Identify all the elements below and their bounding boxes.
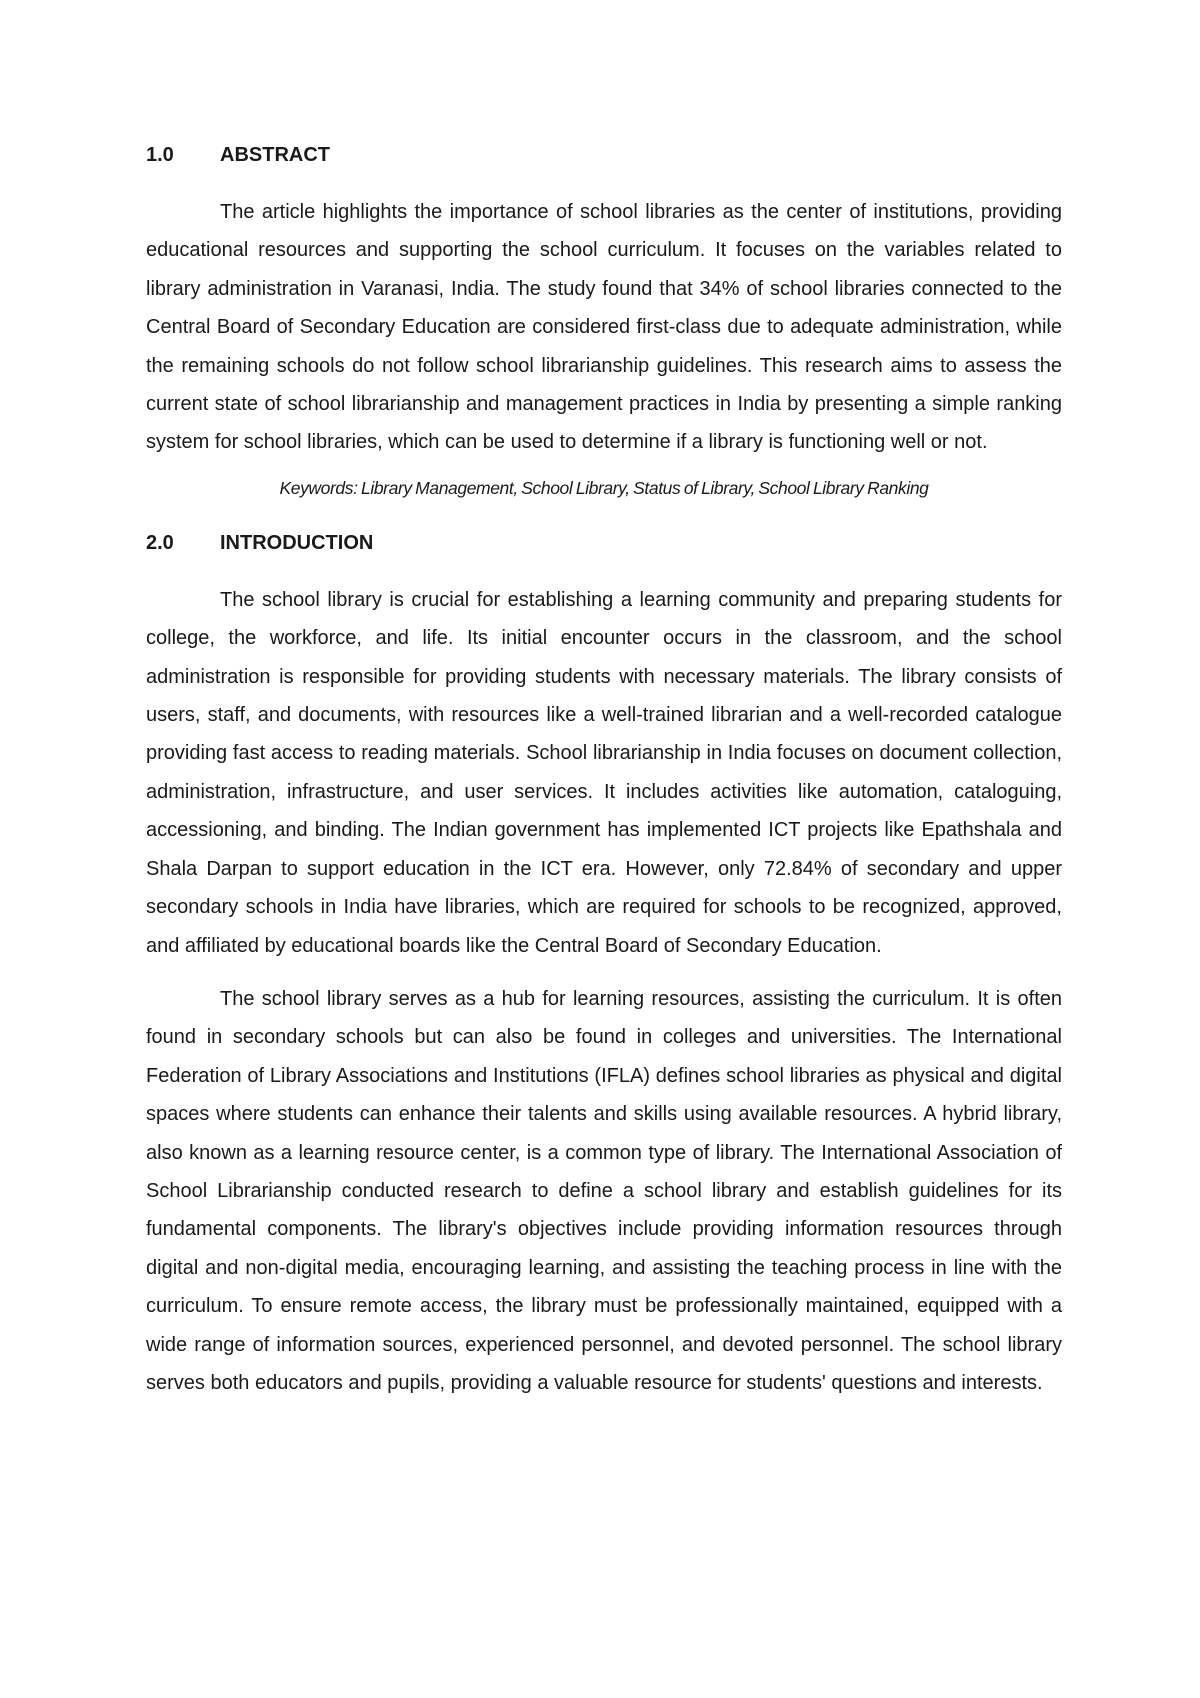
keywords-line: Keywords: Library Management, School Library, Status of Library, School Library Ranking — [279, 477, 929, 498]
introduction-paragraph-2: The school library serves as a hub for learning resources, assisting the curriculum. It is often found in secondary schools but can also be found in colleges and universities. The International Federation of Library Associations and Institutions (IFLA) defines school libraries as physical and digital spaces where students can enhance their talents and skills using available resources. A hybrid library, also known as a learning resource center, is a common type of library. The International Association of School Librarianship conducted research to define a school library and establish guidelines for its fundamental components. The library's objectives include providing information resources through digital and non-digital media, encouraging learning, and assisting the teaching process in line with the curriculum. To ensure remote access, the library must be professionally maintained, equipped with a wide range of information sources, experienced personnel, and devoted personnel. The school library serves both educators and pupils, providing a valuable resource for students' questions and interests. — [146, 987, 1062, 1394]
abstract-heading — [146, 143, 1062, 167]
introduction-heading — [146, 531, 1062, 555]
section-title: INTRODUCTION — [220, 531, 374, 554]
introduction-paragraph-1: The school library is crucial for establishing a learning community and preparing students for college, the workforce, and life. Its initial encounter occurs in the classroom, and the school administration is responsible for providing students with necessary materials. The library consists of users, staff, and documents, with resources like a well-trained librarian and a well-recorded catalogue providing fast access to reading materials. School librarianship in India focuses on document collection, administration, infrastructure, and user services. It includes activities like automation, cataloguing, accessioning, and binding. The Indian government has implemented ICT projects like Epathshala and Shala Darpan to support education in the ICT era. However, only 72.84% of secondary and upper secondary schools in India have libraries, which are required for schools to be recognized, approved, and affiliated by educational boards like the Central Board of Secondary Education. — [146, 588, 1062, 957]
section-title: ABSTRACT — [220, 144, 330, 166]
section-number: 1.0 — [146, 144, 174, 166]
section-number: 2.0 — [146, 531, 174, 554]
abstract-paragraph: The article highlights the importance of school libraries as the center of institutions, providing educational resources and supporting the school curriculum. It focuses on the variables related to library administration in Varanasi, India. The study found that 34% of school libraries connected to the Central Board of Secondary Education are considered first-class due to adequate administration, while the remaining schools do not follow school librarianship guidelines. This research aims to assess the current state of school librarianship and management practices in India by presenting a simple ranking system for school libraries, which can be used to determine if a library is functioning well or not. — [146, 201, 1062, 454]
document-page — [146, 143, 1062, 1402]
